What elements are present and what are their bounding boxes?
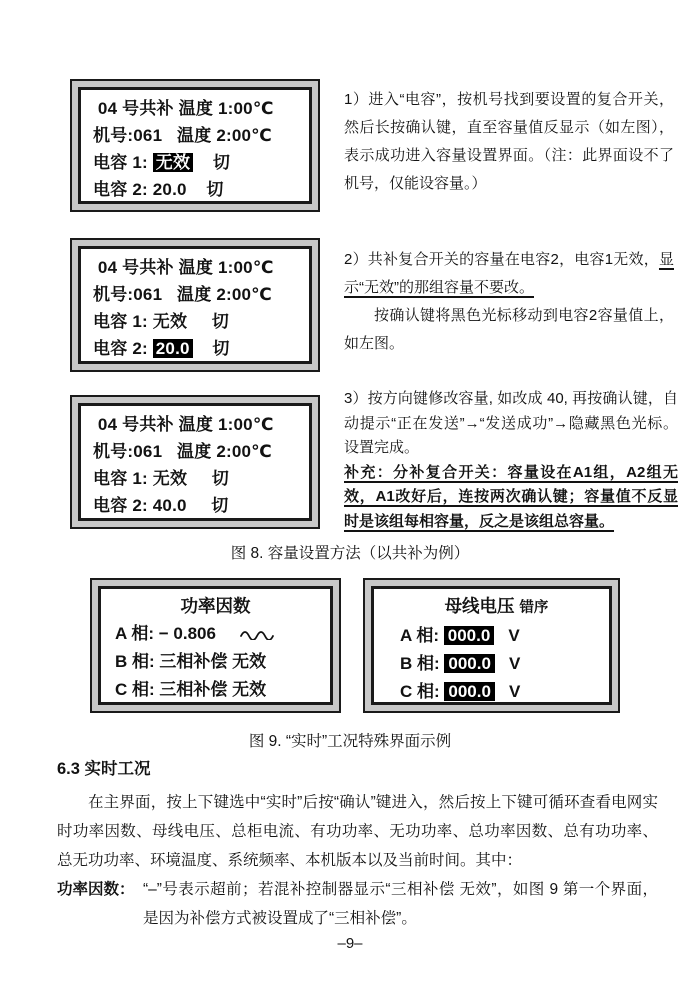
step2-text-2: 按确认键将黑色光标移动到电容2容量值上，如左图。 [344,307,674,352]
lcd3-line-cap1: 电容 1: 无效 切 [93,469,229,488]
figure8-caption: 图 8. 容量设置方法（以共补为例） [230,545,470,562]
bv-a-unit: V [508,626,520,645]
lcd2-line-cap1: 电容 1: 无效 切 [93,312,229,331]
cap2-switch: 切 [192,339,230,358]
lcd3-line-header: 04 号共补 温度 1:00℃ [93,415,274,434]
bv-row-b [374,650,609,678]
bv-c-value-highlight: 000.0 [444,682,495,701]
pf-line-a [101,620,330,648]
bus-voltage-screen [363,578,620,713]
definition-term: 功率因数： [57,881,135,898]
section-heading: 6.3 实时工况 [57,760,151,778]
step1-description [344,86,674,198]
definition-text: “–”号表示超前；若混补控制器显示“三相补偿 无效”，如图 9 第一个界面，是因为补偿方式被设置成了“三相补偿”。 [143,881,658,927]
power-factor-screen [90,578,341,713]
lcd-screen-3 [70,395,320,529]
lcd-screen-2 [70,238,320,372]
step3-description [344,387,678,534]
cap1-value-highlight: 无效 [153,153,193,172]
lcd-screen-1-display [78,87,312,204]
lcd-screen-1 [70,79,320,212]
lcd3-line-cap2: 电容 2: 40.0 切 [93,496,229,515]
lcd-screen-3-display [78,403,312,521]
bv-a-value-highlight: 000.0 [444,626,495,645]
power-factor-title: 功率因数 [180,596,251,616]
step2-underlined: 显示“无效”的那组容量不要改。 [344,251,674,296]
pf-line-c: C 相: 三相补偿 无效 [115,680,267,699]
bv-b-unit: V [508,654,521,673]
lcd1-line-machine: 机号:061 温度 2:00℃ [93,126,272,145]
sine-wave-icon [240,626,276,640]
bus-voltage-title-main: 母线电压 [444,596,515,616]
cap2-label: 电容 2: [93,339,153,358]
lcd2-line-header: 04 号共补 温度 1:00℃ [93,258,274,277]
step2-description [344,246,674,358]
bus-voltage-title [374,592,609,622]
bv-b-value-highlight: 000.0 [444,654,495,673]
lcd2-line-machine: 机号:061 温度 2:00℃ [93,285,272,304]
lcd2-line-cap2 [93,335,309,362]
lcd1-line-cap2: 电容 2: 20.0 切 [93,180,224,199]
section-6-3 [57,755,658,933]
pf-a-value: A 相: − 0.806 [115,624,216,643]
pf-line-b: B 相: 三相补偿 无效 [115,652,267,671]
page-number: –9– [337,935,363,952]
cap1-switch: 切 [193,153,231,172]
step2-normal: 2）共补复合开关的容量在电容2，电容1无效， [344,251,659,268]
phase-order-error-label: 错序 [519,600,549,616]
bv-row-c [374,678,609,705]
bv-row-a [374,622,609,650]
cap1-label: 电容 1: [93,153,153,172]
lcd1-line-header: 04 号共补 温度 1:00℃ [93,99,274,118]
lcd1-line-cap1 [93,149,309,176]
cap2-value-highlight: 20.0 [153,339,193,358]
bus-voltage-display [371,586,612,705]
step3-text: 3）按方向键修改容量, 如改成 40, 再按确认键，自动提示“正在发送”→“发送成功”→隐藏黑色光标。设置完成。 [344,390,678,456]
bv-c-label: C 相: [400,682,445,701]
lcd3-line-machine: 机号:061 温度 2:00℃ [93,442,272,461]
section-paragraph: 在主界面，按上下键选中“实时”后按“确认”键进入，然后按上下键可循环查看电网实时功率因数、母线电压、总柜电流、有功功率、无功功率、总功率因数、总有功功率、总无功功率、环境温度、系统频率、本机版本以及当前时间。其中： [57,794,658,869]
power-factor-display [98,586,333,705]
bv-b-label: B 相: [400,654,445,673]
step1-text: 1）进入“电容”，按机号找到要设置的复合开关，然后长按确认键，直至容量值反显示（如左图），表示成功进入容量设置界面。（注：此界面设不了机号，仅能设容量。） [344,91,674,192]
power-factor-definition [57,875,658,933]
bv-a-label: A 相: [400,626,444,645]
step3-supplement: 补充：分补复合开关：容量设在A1组，A2组无效，A1改好后，连按两次确认键；容量值不反显时是该组每相容量，反之是该组总容量。 [344,463,678,530]
step2-text [344,246,674,302]
lcd-screen-2-display [78,246,312,364]
figure9-caption: 图 9. “实时”工况特殊界面示例 [248,733,452,750]
bv-c-unit: V [508,682,521,701]
